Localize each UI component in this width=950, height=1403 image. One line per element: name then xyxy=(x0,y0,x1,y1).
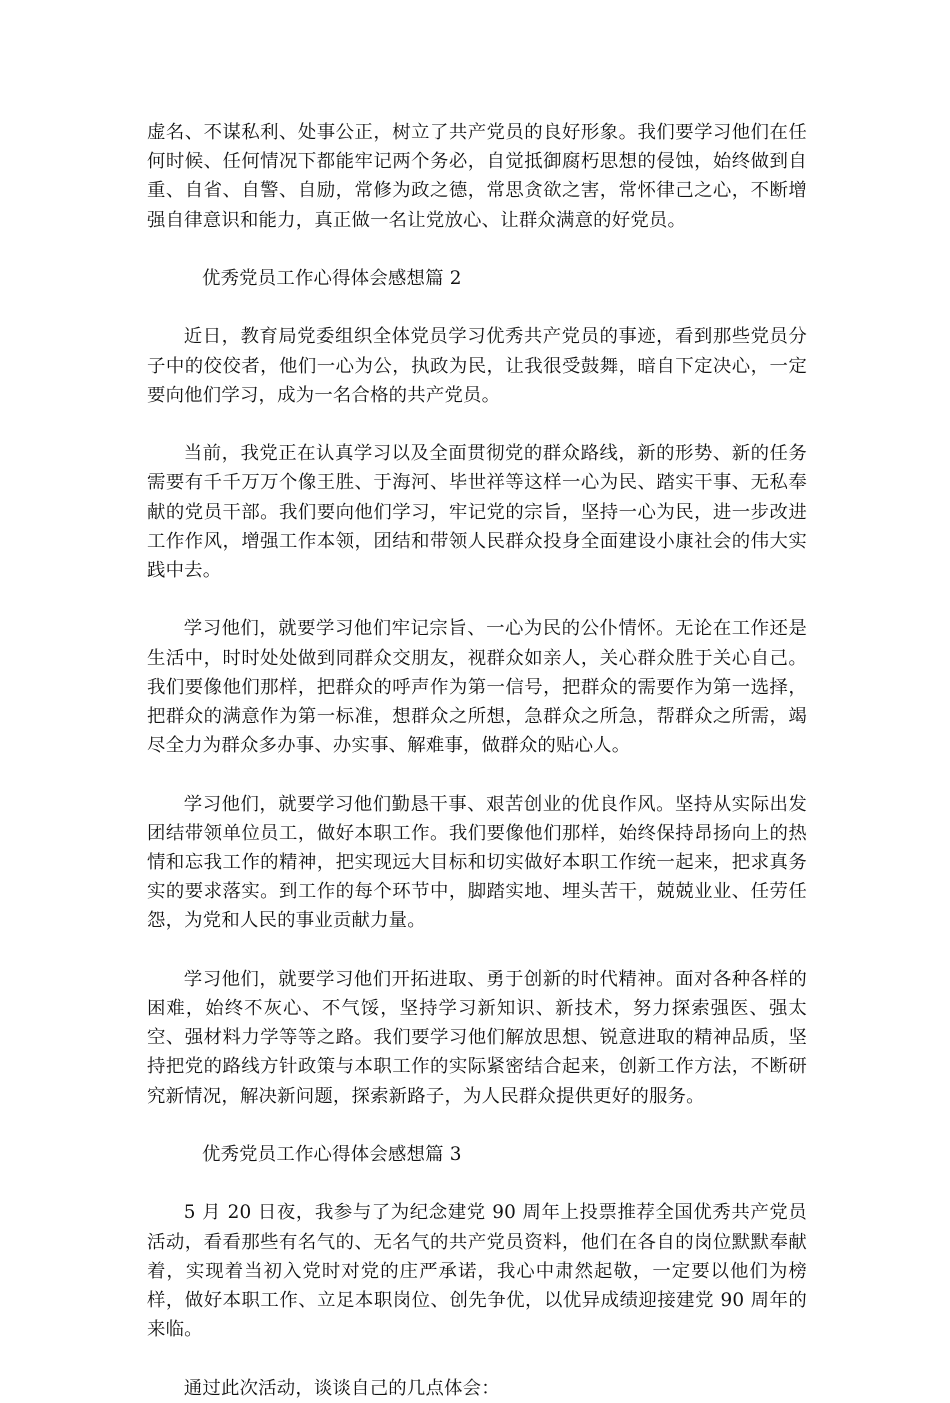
paragraph-gap xyxy=(147,410,807,439)
paragraph-continuation: 虚名、不谋私利、处事公正，树立了共产党员的良好形象。我们要学习他们在任何时候、任何情况下都能牢记两个务必，自觉抵御腐朽思想的侵蚀，始终做到自重、自省、自警、自励，常修为政之德，常思贪欲之害，常怀律己之心，不断增强自律意识和能力，真正做一名让党放心、让群众满意的好党员。 xyxy=(147,122,807,231)
paragraph-gap xyxy=(147,235,807,264)
paragraph-gap xyxy=(147,936,807,965)
body-paragraph: 学习他们，就要学习他们牢记宗旨、一心为民的公仆情怀。无论在工作还是生活中，时时处处做到同群众交朋友，视群众如亲人，关心群众胜于关心自己。我们要像他们那样，把群众的呼声作为第一信号，把群众的需要作为第一选择，把群众的满意作为第一标准，想群众之所想，急群众之所急，帮群众之所需，竭尽全力为群众多办事、办实事、解难事，做群众的贴心人。 xyxy=(147,618,807,757)
paragraph-gap xyxy=(147,585,807,614)
body-paragraph: 近日，教育局党委组织全体党员学习优秀共产党员的事迹，看到那些党员分子中的佼佼者，他们一心为公，执政为民，让我很受鼓舞，暗自下定决心，一定要向他们学习，成为一名合格的共产党员。 xyxy=(147,326,807,406)
body-paragraph: 学习他们，就要学习他们勤恳干事、艰苦创业的优良作风。坚持从实际出发团结带领单位员工，做好本职工作。我们要像他们那样，始终保持昂扬向上的热情和忘我工作的精神，把实现远大目标和切实做好本职工作统一起来，把求真务实的要求落实。到工作的每个环节中，脚踏实地、埋头苦干，兢兢业业、任劳任怨，为党和人民的事业贡献力量。 xyxy=(147,793,807,932)
paragraph-gap xyxy=(147,760,807,789)
body-paragraph: 当前，我党正在认真学习以及全面贯彻党的群众路线，新的形势、新的任务需要有千千万万个像王胜、于海河、毕世祥等这样一心为民、踏实干事、无私奉献的党员干部。我们要向他们学习，牢记党的宗旨，坚持一心为民，进一步改进工作作风，增强工作本领，团结和带领人民群众投身全面建设小康社会的伟大实践中去。 xyxy=(147,443,807,581)
paragraph-gap xyxy=(147,293,807,322)
body-paragraph: 通过此次活动，谈谈自己的几点体会： xyxy=(183,1377,500,1399)
paragraph-gap xyxy=(147,1111,807,1140)
paragraph-gap xyxy=(147,1169,807,1198)
document-page xyxy=(147,118,807,1403)
paragraph-gap xyxy=(147,1344,807,1373)
section-heading-2: 优秀党员工作心得体会感想篇 2 xyxy=(202,268,462,289)
section-heading-3: 优秀党员工作心得体会感想篇 3 xyxy=(202,1144,462,1165)
body-paragraph: 学习他们，就要学习他们开拓进取、勇于创新的时代精神。面对各种各样的困难，始终不灰心、不气馁，坚持学习新知识、新技术，努力探索强医、强太空、强材料力学等等之路。我们要学习他们解放思想、锐意进取的精神品质，坚持把党的路线方针政策与本职工作的实际紧密结合起来，创新工作方法，不断研究新情况，解决新问题，探索新路子，为人民群众提供更好的服务。 xyxy=(147,968,807,1107)
body-paragraph: 5 月 20 日夜，我参与了为纪念建党 90 周年上投票推荐全国优秀共产党员活动，看看那些有名气的、无名气的共产党员资料，他们在各自的岗位默默奉献着，实现着当初入党时对党的庄严承诺，我心中肃然起敬，一定要以他们为榜样，做好本职工作、立足本职岗位、创先争优，以优异成绩迎接建党 90 周年的来临。 xyxy=(147,1202,807,1341)
